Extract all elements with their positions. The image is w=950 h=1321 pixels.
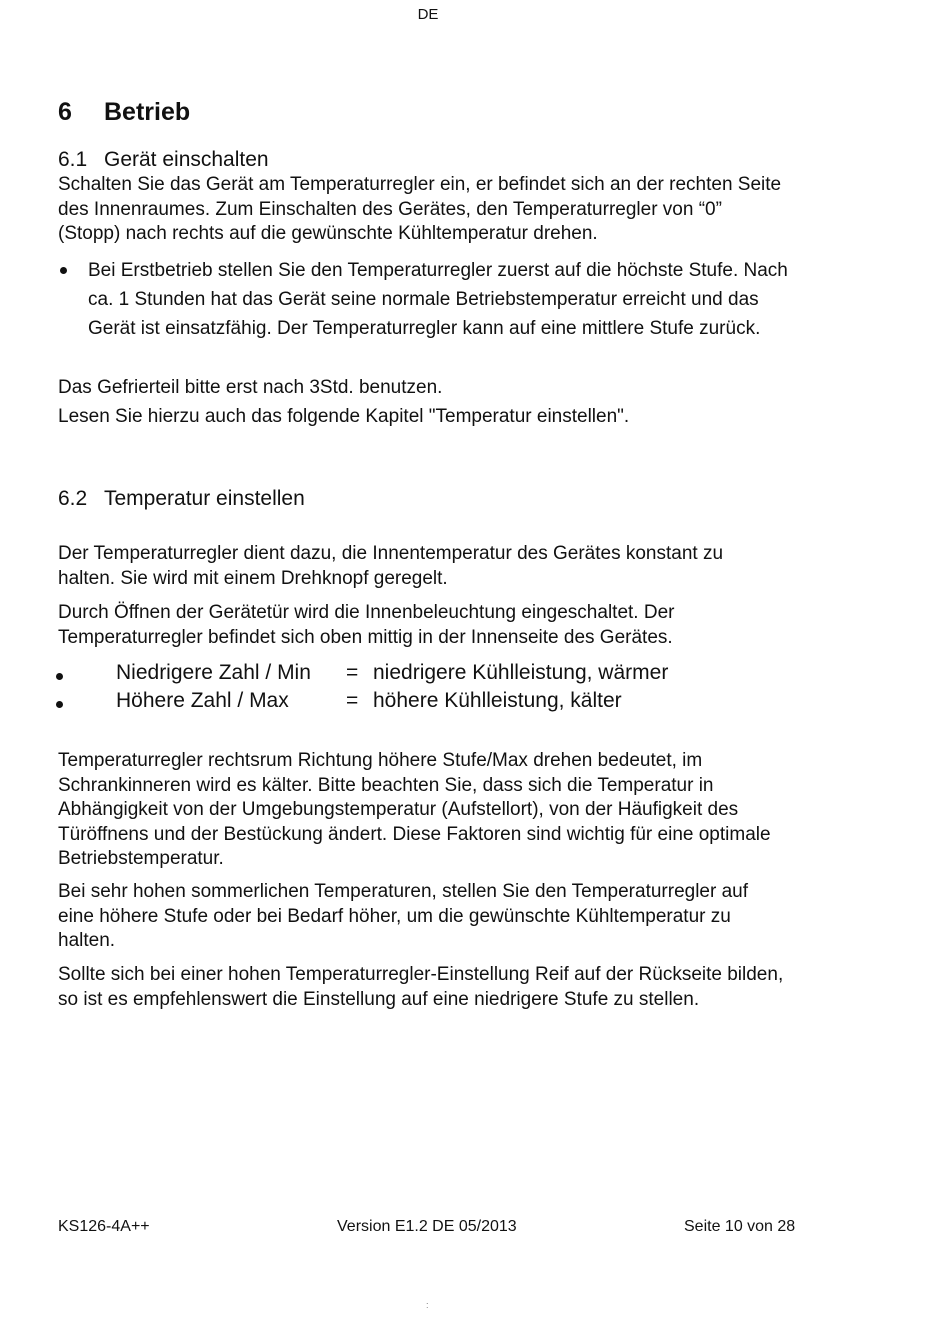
- text-line: Durch Öffnen der Gerätetür wird die Innenbeleuchtung eingeschaltet. Der: [58, 602, 675, 623]
- bullet-icon: [60, 267, 67, 274]
- footer-page-number: Seite 10 von 28: [684, 1218, 796, 1235]
- text-line: halten. Sie wird mit einem Drehknopf geregelt.: [58, 567, 448, 589]
- text-line: Lesen Sie hierzu auch das folgende Kapitel "Temperatur einstellen".: [58, 406, 630, 427]
- chapter-number: 6: [58, 98, 72, 126]
- section-number: 6.2: [58, 487, 88, 510]
- text-line: Das Gefrierteil bitte erst nach 3Std. benutzen.: [58, 377, 443, 398]
- text-line: ca. 1 Stunden hat das Gerät seine normale Betriebstemperatur erreicht und das: [88, 289, 759, 310]
- text-line: Betriebstemperatur.: [58, 848, 224, 869]
- text-line: Sollte sich bei einer hohen Temperaturregler-Einstellung Reif auf der Rückseite bilden,: [58, 964, 784, 985]
- comparison-right: niedrigere Kühlleistung, wärmer: [373, 661, 669, 684]
- text-line: halten.: [58, 930, 116, 951]
- paragraph-switch-on: [58, 173, 888, 247]
- text-line: des Innenraumes. Zum Einschalten des Gerätes, den Temperaturregler von “0”: [58, 198, 722, 220]
- comparison-left: Niedrigere Zahl / Min: [116, 661, 311, 684]
- scan-mark: :: [426, 1300, 429, 1310]
- paragraph-summer: [58, 880, 888, 954]
- comparison-right: höhere Kühlleistung, kälter: [373, 689, 622, 712]
- comparison-left: Höhere Zahl / Max: [116, 689, 289, 712]
- section-title: Gerät einschalten: [104, 148, 269, 171]
- chapter-title: Betrieb: [104, 98, 191, 126]
- chapter-heading: [58, 98, 190, 127]
- text-line: Bei sehr hohen sommerlichen Temperaturen, stellen Sie den Temperaturregler auf: [58, 881, 749, 902]
- footer-model: KS126-4A++: [58, 1218, 150, 1235]
- text-line: Schrankinneren wird es kälter. Bitte beachten Sie, dass sich die Temperatur in: [58, 774, 714, 796]
- text-line: Der Temperaturregler dient dazu, die Innentemperatur des Gerätes konstant zu: [58, 543, 724, 564]
- section-heading-6-2: [58, 487, 305, 511]
- section-title: Temperatur einstellen: [104, 487, 305, 510]
- paragraph-frost: [58, 963, 888, 1012]
- text-line: Bei Erstbetrieb stellen Sie den Temperaturregler zuerst auf die höchste Stufe. Nach: [88, 260, 788, 281]
- bullet-icon: [56, 701, 63, 708]
- footer-version: Version E1.2 DE 05/2013: [337, 1218, 517, 1235]
- paragraph-regulator-purpose: [58, 542, 888, 591]
- text-line: Türöffnens und der Bestückung ändert. Diese Faktoren sind wichtig für eine optimale: [58, 823, 771, 845]
- paragraph-turn-direction: [58, 749, 888, 872]
- section-number: 6.1: [58, 148, 88, 171]
- text-line: (Stopp) nach rechts auf die gewünschte Kühltemperatur drehen.: [58, 223, 598, 244]
- text-line: Temperaturregler befindet sich oben mittig in der Innenseite des Gerätes.: [58, 626, 673, 648]
- text-line: Abhängigkeit von der Umgebungstemperatur (Aufstellort), von der Häufigkeit des: [58, 799, 739, 820]
- comparison-equals: =: [346, 661, 359, 684]
- header-language: DE: [417, 6, 439, 23]
- bullet-first-operation: [88, 256, 888, 343]
- text-line: Schalten Sie das Gerät am Temperaturregler ein, er befindet sich an der rechten Seite: [58, 174, 782, 195]
- text-line: Gerät ist einsatzfähig. Der Temperaturregler kann auf eine mittlere Stufe zurück.: [88, 318, 761, 339]
- text-line: eine höhere Stufe oder bei Bedarf höher, um die gewünschte Kühltemperatur zu: [58, 905, 731, 927]
- paragraph-freezer-note: [58, 373, 888, 431]
- bullet-icon: [56, 673, 63, 680]
- comparison-equals: =: [346, 689, 359, 712]
- text-line: Temperaturregler rechtsrum Richtung höhere Stufe/Max drehen bedeutet, im: [58, 750, 703, 771]
- section-heading-6-1: [58, 148, 269, 172]
- text-line: so ist es empfehlenswert die Einstellung auf eine niedrigere Stufe zu stellen.: [58, 988, 700, 1010]
- paragraph-interior-light: [58, 601, 888, 650]
